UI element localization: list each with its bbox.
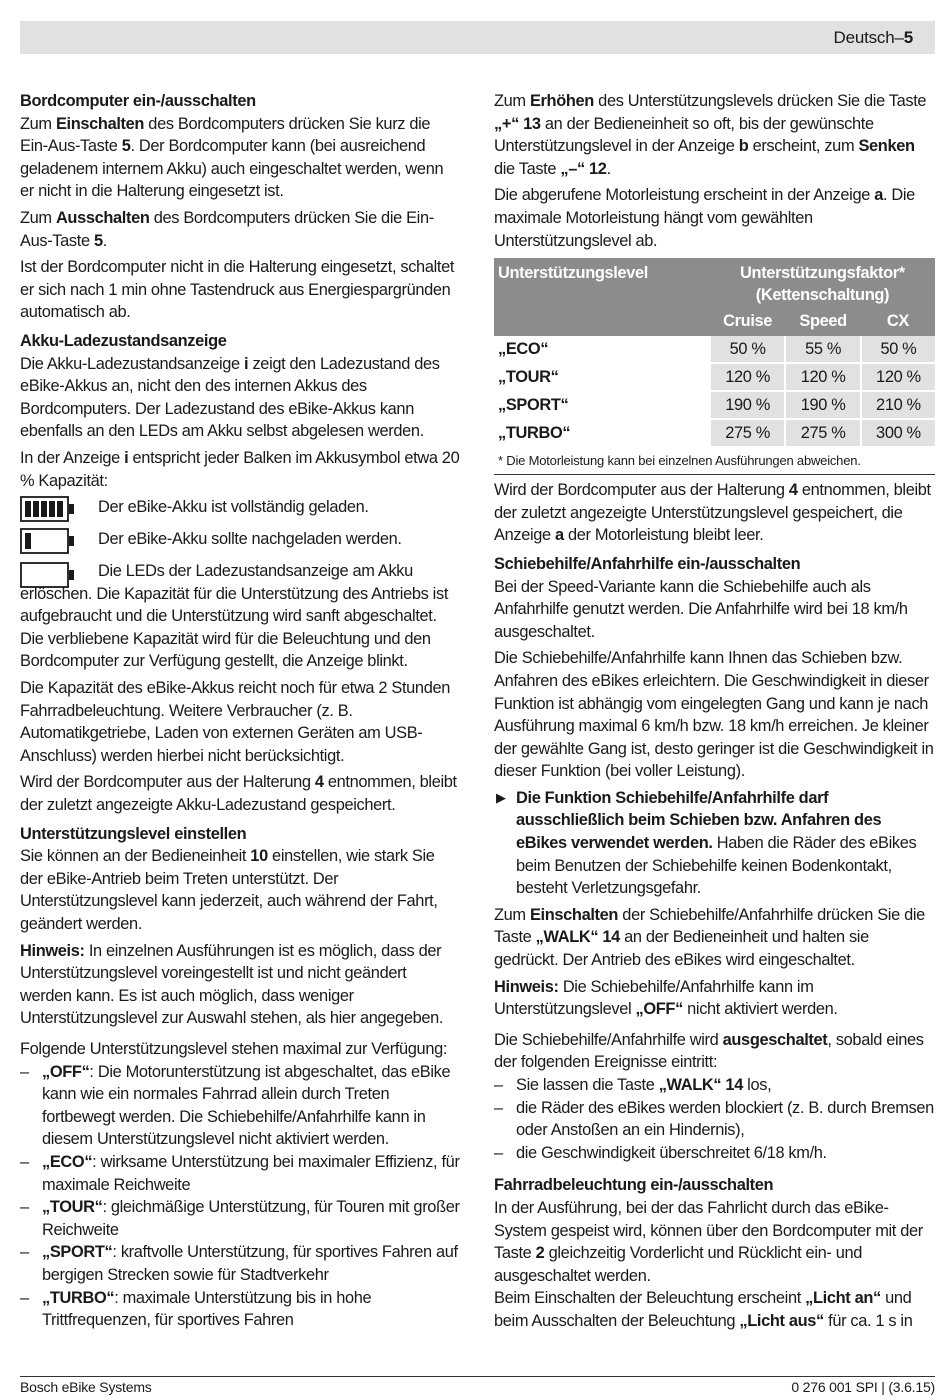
text-bold: ausgeschaltet bbox=[722, 1030, 828, 1049]
row-value: 55 % bbox=[785, 336, 860, 363]
text: los, bbox=[742, 1076, 772, 1094]
battery-empty-text: Die LEDs der Ladezustandsanzeige am Akku erlöschen. Die Kapazität für die Unterstützung des Antriebs ist aufgebraucht und die Unterstützung wird sanft abgeschaltet. Die verbliebene Kapazität wird für die Beleuchtung und den Bordcomputer zur Verfügung gestellt, die Anzeige blinkt. bbox=[20, 562, 449, 671]
text-bold: Einschalten bbox=[529, 905, 619, 924]
text: Beim Einschalten der Beleuchtung erscheint bbox=[494, 1289, 806, 1308]
row-level: „SPORT“ bbox=[494, 391, 710, 419]
text: des Bordcomputers drücken Sie die Ein-Aus-Taste bbox=[20, 208, 434, 250]
text: einstellen, wie stark Sie der eBike-Antrieb beim Treten unterstützt. Der Unterstützungslevel kann jederzeit, auch während der Fahrt, geändert werden. bbox=[20, 847, 438, 933]
text: für ca. 1 s in bbox=[823, 1311, 913, 1330]
text: der Schiebehilfe/Anfahrhilfe drücken Sie die Taste bbox=[494, 905, 925, 947]
page-header bbox=[20, 21, 935, 54]
text: entnommen, bleibt der zuletzt angezeigte Akku-Ladezustand gespeichert. bbox=[20, 773, 457, 815]
table-header-level: Unterstützungslevel bbox=[494, 258, 710, 336]
level-name: „TURBO“ bbox=[42, 1288, 115, 1307]
deactivation-list bbox=[494, 1074, 935, 1164]
row-value: 275 % bbox=[710, 419, 785, 447]
text: die Geschwindigkeit überschreitet 6/18 km/h. bbox=[516, 1143, 827, 1162]
heading-akku: Akku-Ladezustandsanzeige bbox=[20, 331, 227, 350]
text: In der Ausführung, bei der das Fahrlicht durch das eBike-System gespeist wird, können über den Bordcomputer mit der Taste bbox=[494, 1198, 923, 1263]
list-item bbox=[20, 1151, 460, 1196]
level-text: : gleichmäßige Unterstützung, für Touren mit großer Reichweite bbox=[42, 1198, 460, 1239]
table-row bbox=[494, 391, 935, 419]
text-bold: a bbox=[555, 526, 564, 545]
text: Sie lassen die Taste bbox=[516, 1076, 659, 1094]
table-row bbox=[494, 363, 935, 391]
paragraph bbox=[20, 771, 460, 816]
text-bold: „Licht an“ bbox=[805, 1289, 881, 1308]
level-text: : kraftvolle Unterstützung, für sportives Fahren auf bergigen Strecken sowie für Stadtverkehr bbox=[42, 1243, 458, 1284]
battery-empty-icon bbox=[20, 562, 98, 588]
text: der Motorleistung bleibt leer. bbox=[563, 526, 764, 545]
paragraph bbox=[494, 1029, 935, 1074]
text: zeigt den Ladezustand des eBike-Akkus an, nicht den des internen Akkus des Bordcomputers. Der Ladezustand des eBike-Akkus kann ebenfalls an den LEDs am Akku selbst abgelesen werden. bbox=[20, 354, 440, 441]
heading-unterstuetzungslevel: Unterstützungslevel einstellen bbox=[20, 824, 247, 843]
paragraph bbox=[494, 479, 935, 547]
text-bold: „–“ 12 bbox=[560, 159, 607, 178]
table-header-cruise: Cruise bbox=[710, 308, 785, 336]
arrow-right-icon: ▶ bbox=[496, 789, 506, 805]
text-bold: i bbox=[124, 448, 129, 467]
list-item bbox=[494, 1097, 935, 1142]
text: Zum bbox=[20, 208, 56, 227]
paragraph bbox=[494, 184, 935, 252]
text: . bbox=[102, 231, 107, 250]
paragraph bbox=[494, 90, 935, 180]
level-name: „ECO“ bbox=[42, 1152, 93, 1171]
paragraph: Ist der Bordcomputer nicht in die Halterung eingesetzt, schaltet er sich nach 1 min ohne Tastendruck aus Energiespargründen automatisch ab. bbox=[20, 258, 455, 322]
row-level: „ECO“ bbox=[494, 336, 710, 363]
text-bold: 5 bbox=[121, 137, 131, 156]
text-bold: Ausschalten bbox=[55, 208, 150, 227]
paragraph bbox=[494, 904, 935, 972]
paragraph bbox=[20, 940, 460, 1030]
dash: – bbox=[494, 1098, 503, 1117]
header-language: Deutsch bbox=[833, 28, 895, 47]
dash: – bbox=[20, 1198, 29, 1217]
text: entspricht jeder Balken im Akkusymbol etwa 20 % Kapazität: bbox=[20, 448, 460, 490]
paragraph: Bei der Speed-Variante kann die Schiebehilfe auch als Anfahrhilfe genutzt werden. Die Anfahrhilfe wird bei 18 km/h ausgeschaltet. bbox=[494, 577, 908, 641]
text: nicht aktiviert werden. bbox=[682, 1000, 838, 1019]
text-bold: a bbox=[874, 186, 883, 205]
paragraph bbox=[494, 1197, 935, 1287]
text-bold: Erhöhen bbox=[529, 92, 594, 110]
paragraph: Folgende Unterstützungslevel stehen maximal zur Verfügung: bbox=[20, 1039, 448, 1058]
text: In der Anzeige bbox=[20, 448, 125, 467]
heading-beleuchtung: Fahrradbeleuchtung ein-/ausschalten bbox=[494, 1176, 774, 1195]
heading-bordcomputer: Bordcomputer ein-/ausschalten bbox=[20, 92, 256, 110]
footer-brand: Bosch eBike Systems bbox=[20, 1379, 152, 1395]
text-bold: 10 bbox=[250, 847, 268, 866]
row-value: 300 % bbox=[861, 419, 935, 447]
text-bold: Einschalten bbox=[55, 114, 145, 133]
text: Die Schiebehilfe/Anfahrhilfe wird bbox=[494, 1030, 723, 1049]
dash: – bbox=[20, 1243, 29, 1262]
text: gleichzeitig Vorderlicht und Rücklicht ein- und ausgeschaltet werden. bbox=[494, 1244, 862, 1285]
text: erscheint, zum bbox=[748, 137, 859, 156]
text: . Der Bordcomputer kann (bei ausreichend geladenem internem Akku) auch eingeschaltet werden, wenn er nicht in die Halterung eingesetzt ist. bbox=[20, 137, 444, 201]
paragraph bbox=[20, 113, 460, 203]
text-bold: „OFF“ bbox=[635, 1000, 683, 1019]
heading-schiebehilfe: Schiebehilfe/Anfahrhilfe ein-/ausschalten bbox=[494, 554, 801, 573]
row-value: 190 % bbox=[710, 391, 785, 419]
dash: – bbox=[494, 1076, 503, 1094]
dash: – bbox=[20, 1152, 29, 1171]
text-bold: Hinweis: bbox=[20, 941, 85, 960]
text: die Taste bbox=[494, 159, 561, 178]
text: Zum bbox=[20, 114, 56, 133]
text-bold: „+“ 13 bbox=[494, 114, 541, 133]
footer-divider bbox=[20, 1376, 935, 1377]
text: Wird der Bordcomputer aus der Halterung bbox=[494, 481, 789, 500]
paragraph bbox=[20, 353, 460, 443]
paragraph bbox=[494, 1287, 935, 1332]
text: . Die maximale Motorleistung hängt vom gewählten Unterstützungslevel ab. bbox=[494, 186, 915, 250]
dash: – bbox=[20, 1288, 29, 1307]
text: entnommen, bleibt der zuletzt angezeigte Unterstützungslevel gespeichert, die Anzeige bbox=[494, 481, 931, 545]
level-text: : maximale Unterstützung bis in hohe Trittfrequenzen, für sportives Fahren bbox=[42, 1288, 372, 1330]
table-row bbox=[494, 419, 935, 447]
row-value: 275 % bbox=[785, 419, 860, 447]
text: des Bordcomputers drücken Sie kurz die Ein-Aus-Taste bbox=[20, 114, 431, 156]
battery-low-text: Der eBike-Akku sollte nachgeladen werden. bbox=[98, 530, 402, 549]
text: In einzelnen Ausführungen ist es möglich, dass der Unterstützungslevel voreingestellt ist und nicht geändert werden kann. Es ist auch möglich, dass weniger Unterstützungslevel zur Auswahl stehen, als hier angegeben. bbox=[20, 941, 444, 1028]
right-column bbox=[494, 90, 935, 1337]
text: des Unterstützungslevels drücken Sie die Taste bbox=[593, 92, 927, 110]
row-value: 190 % bbox=[785, 391, 860, 419]
safety-note bbox=[494, 787, 935, 900]
list-item bbox=[20, 1061, 460, 1151]
level-name: „TOUR“ bbox=[42, 1198, 103, 1217]
row-value: 50 % bbox=[710, 336, 785, 363]
text-bold: Die Funktion Schiebehilfe/Anfahrhilfe darf ausschließlich beim Schieben bzw. Anfahren des eBikes verwendet werden. bbox=[516, 788, 882, 853]
list-item bbox=[494, 1074, 935, 1097]
text-bold: „WALK“ 14 bbox=[658, 1076, 743, 1094]
text: an der Bedieneinheit und halten sie gedrückt. Der Antrieb des eBikes wird eingeschaltet. bbox=[494, 928, 869, 970]
list-item bbox=[20, 1287, 460, 1332]
paragraph bbox=[494, 976, 935, 1021]
text-bold: Hinweis: bbox=[494, 977, 559, 996]
text-bold: 2 bbox=[535, 1244, 545, 1263]
battery-empty-row bbox=[20, 560, 460, 673]
paragraph: Die Kapazität des eBike-Akkus reicht noch für etwa 2 Stunden Fahrradbeleuchtung. Weitere Verbraucher (z. B. Automatikgetriebe, Laden von externen Geräten am USB-Anschluss) werden hierbei nicht berücksichtigt. bbox=[20, 679, 450, 765]
header-separator: – bbox=[894, 28, 904, 47]
text: Die abgerufene Motorleistung erscheint in der Anzeige bbox=[494, 186, 875, 205]
dash: – bbox=[494, 1143, 503, 1162]
text: an der Bedieneinheit so oft, bis der gewünschte Unterstützungslevel in der Anzeige bbox=[494, 114, 874, 156]
text: die Räder des eBikes werden blockiert (z. B. durch Bremsen oder Anstoßen an ein Hindernis), bbox=[516, 1098, 934, 1140]
level-list bbox=[20, 1061, 460, 1332]
text-bold: „Licht aus“ bbox=[739, 1311, 824, 1330]
text: Sie können an der Bedieneinheit bbox=[20, 847, 251, 866]
battery-full-text: Der eBike-Akku ist vollständig geladen. bbox=[98, 498, 369, 517]
text-bold: b bbox=[738, 137, 749, 156]
row-value: 120 % bbox=[861, 363, 935, 391]
text-bold: Senken bbox=[858, 137, 915, 156]
battery-full-row bbox=[20, 496, 460, 522]
page-number: 5 bbox=[903, 28, 913, 47]
left-column bbox=[20, 90, 460, 1332]
dash: – bbox=[20, 1062, 29, 1081]
row-level: „TURBO“ bbox=[494, 419, 710, 447]
paragraph bbox=[20, 447, 460, 492]
row-value: 120 % bbox=[785, 363, 860, 391]
header-text bbox=[834, 28, 914, 48]
support-factor-table bbox=[494, 258, 935, 448]
row-value: 120 % bbox=[710, 363, 785, 391]
battery-full-icon bbox=[20, 496, 98, 522]
list-item bbox=[20, 1241, 460, 1286]
text-bold: 4 bbox=[788, 481, 798, 500]
text: Haben die Räder des eBikes beim Benutzen der Schiebehilfe keinen Bodenkontakt, besteht Verletzungsgefahr. bbox=[516, 834, 917, 898]
footer-doc-id: 0 276 001 SPI | (3.6.15) bbox=[791, 1379, 935, 1395]
paragraph bbox=[20, 845, 460, 935]
text-bold: „WALK“ 14 bbox=[535, 928, 620, 947]
factor-sublabel: (Kettenschaltung) bbox=[755, 286, 890, 305]
level-name: „SPORT“ bbox=[42, 1243, 113, 1262]
paragraph: Die Schiebehilfe/Anfahrhilfe kann Ihnen das Schieben bzw. Anfahren des eBikes erleichtern. Die Geschwindigkeit in dieser Funktion ist abhängig vom eingelegten Gang und kann je nach Ausführung maximal 6 km/h bzw. 18 km/h erreichen. Je kleiner der gewählte Gang ist, desto geringer ist die Geschwindigkeit in dieser Funktion (bei voller Leistung). bbox=[494, 649, 934, 781]
level-text: : wirksame Unterstützung bei maximaler Effizienz, für maximale Reichweite bbox=[42, 1152, 460, 1194]
text: Die Akku-Ladezustandsanzeige bbox=[20, 354, 245, 373]
text-bold: 5 bbox=[93, 231, 103, 250]
text: und beim Ausschalten der Beleuchtung bbox=[494, 1289, 912, 1330]
text-bold: 4 bbox=[314, 773, 324, 792]
text: Zum bbox=[494, 92, 530, 110]
text: , sobald eines der folgenden Ereignisse eintritt: bbox=[494, 1030, 924, 1072]
text-bold: i bbox=[244, 354, 249, 373]
table-header-cx: CX bbox=[861, 308, 935, 336]
table-header-speed: Speed bbox=[785, 308, 860, 336]
row-level: „TOUR“ bbox=[494, 363, 710, 391]
row-value: 210 % bbox=[861, 391, 935, 419]
level-name: „OFF“ bbox=[42, 1062, 90, 1081]
table-row bbox=[494, 336, 935, 363]
row-value: 50 % bbox=[861, 336, 935, 363]
factor-label: Unterstützungsfaktor* bbox=[740, 264, 905, 283]
text: Die Schiebehilfe/Anfahrhilfe kann im Unterstützungslevel bbox=[494, 977, 814, 1019]
table-header-factor bbox=[710, 258, 935, 308]
list-item bbox=[20, 1196, 460, 1241]
text: Zum bbox=[494, 905, 530, 924]
list-item bbox=[494, 1142, 935, 1165]
text: Wird der Bordcomputer aus der Halterung bbox=[20, 773, 315, 792]
paragraph bbox=[20, 207, 460, 252]
battery-low-icon bbox=[20, 528, 98, 554]
table-footnote: * Die Motorleistung kann bei einzelnen Ausführungen abweichen. bbox=[494, 448, 935, 475]
text: . bbox=[606, 159, 611, 178]
level-text: : Die Motorunterstützung ist abgeschaltet, das eBike kann wie ein normales Fahrrad allein durch Treten fortbewegt werden. Die Schiebehilfe/Anfahrhilfe kann in diesem Unterstützungslevel nicht aktiviert werden. bbox=[42, 1062, 451, 1149]
battery-low-row bbox=[20, 528, 460, 554]
